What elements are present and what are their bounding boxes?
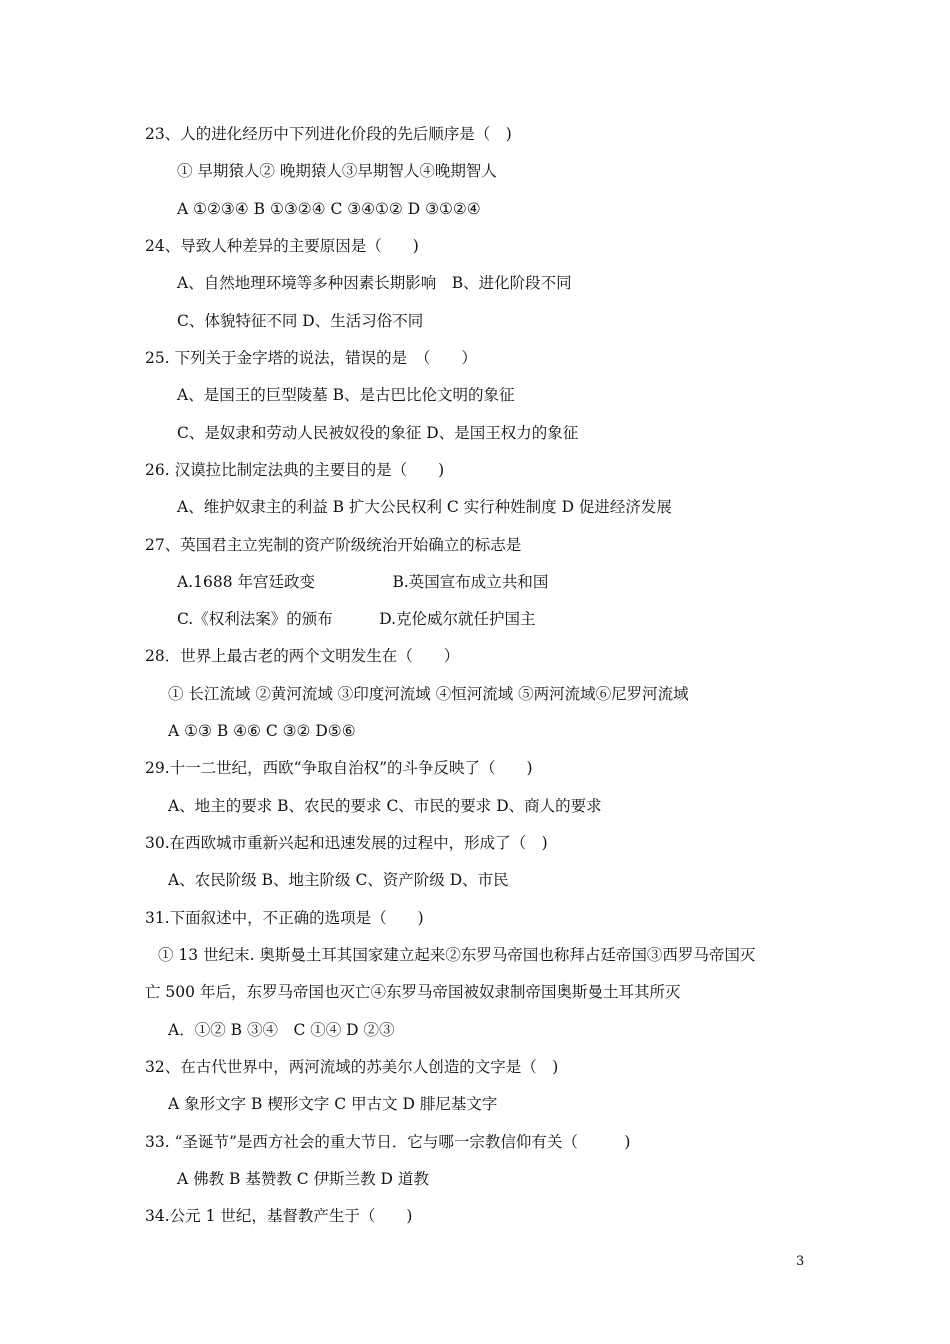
question-25-stem: 25. 下列关于金字塔的说法，错误的是 （ ） xyxy=(145,349,477,367)
question-30-stem: 30.在西欧城市重新兴起和迅速发展的过程中，形成了（ ) xyxy=(145,834,548,852)
question-32-options: A 象形文字 B 楔形文字 C 甲古文 D 腓尼基文字 xyxy=(168,1095,498,1113)
question-23-options: A ①②③④ B ①③②④ C ③④①② D ③①②④ xyxy=(177,200,481,218)
question-28-options: A ①③ B ④⑥ C ③② D⑤⑥ xyxy=(168,722,356,740)
question-31-options: A．①② B ③④ C ①④ D ②③ xyxy=(168,1021,395,1039)
question-24-options-line-1: A、自然地理环境等多种因素长期影响 B、进化阶段不同 xyxy=(177,274,572,292)
question-26-stem: 26. 汉谟拉比制定法典的主要目的是（ ) xyxy=(145,461,445,479)
question-27-options-line-2: C.《权利法案》的颁布 D.克伦威尔就任护国主 xyxy=(177,610,536,628)
question-26-options: A、维护奴隶主的利益 B 扩大公民权利 C 实行种姓制度 D 促进经济发展 xyxy=(177,498,672,516)
question-31-stem: 31.下面叙述中，不正确的选项是（ ) xyxy=(145,909,424,927)
question-27-options-line-1: A.1688 年宫廷政变 B.英国宣布成立共和国 xyxy=(177,573,549,591)
question-31-items-line-1: ① 13 世纪末. 奥斯曼土耳其国家建立起来②东罗马帝国也称拜占廷帝国③西罗马帝国灭 xyxy=(158,946,756,964)
question-33-options: A 佛教 B 基赞教 C 伊斯兰教 D 道教 xyxy=(177,1170,429,1188)
question-32-stem: 32、在古代世界中，两河流域的苏美尔人创造的文字是（ ) xyxy=(145,1058,559,1076)
question-31-items-line-2: 亡 500 年后，东罗马帝国也灭亡④东罗马帝国被奴隶制帝国奥斯曼土耳其所灭 xyxy=(145,983,681,1001)
question-30-options: A、农民阶级 B、地主阶级 C、资产阶级 D、市民 xyxy=(168,871,509,889)
question-24-stem: 24、导致人种差异的主要原因是（ ) xyxy=(145,237,419,255)
question-23-stem: 23、人的进化经历中下列进化价段的先后顺序是（ ) xyxy=(145,125,512,143)
question-28-items: ① 长江流域 ②黄河流域 ③印度河流域 ④恒河流域 ⑤两河流域⑥尼罗河流域 xyxy=(168,685,689,703)
question-28-stem: 28．世界上最古老的两个文明发生在（ ） xyxy=(145,647,460,665)
question-25-options-line-2: C、是奴隶和劳动人民被奴役的象征 D、是国王权力的象征 xyxy=(177,424,579,442)
question-33-stem: 33. “圣诞节”是西方社会的重大节日．它与哪一宗教信仰有关（ ) xyxy=(145,1133,631,1151)
question-25-options-line-1: A、是国王的巨型陵墓 B、是古巴比伦文明的象征 xyxy=(177,386,515,404)
question-29-options: A、地主的要求 B、农民的要求 C、市民的要求 D、商人的要求 xyxy=(168,797,602,815)
question-34-stem: 34.公元 1 世纪，基督教产生于（ ) xyxy=(145,1207,413,1225)
page-number: 3 xyxy=(796,1254,805,1269)
question-27-stem: 27、英国君主立宪制的资产阶级统治开始确立的标志是 xyxy=(145,536,522,554)
question-29-stem: 29.十一二世纪，西欧“争取自治权”的斗争反映了（ ) xyxy=(145,759,533,777)
question-24-options-line-2: C、体貌特征不同 D、生活习俗不同 xyxy=(177,312,424,330)
question-23-items: ① 早期猿人② 晚期猿人③早期智人④晚期智人 xyxy=(177,162,497,180)
